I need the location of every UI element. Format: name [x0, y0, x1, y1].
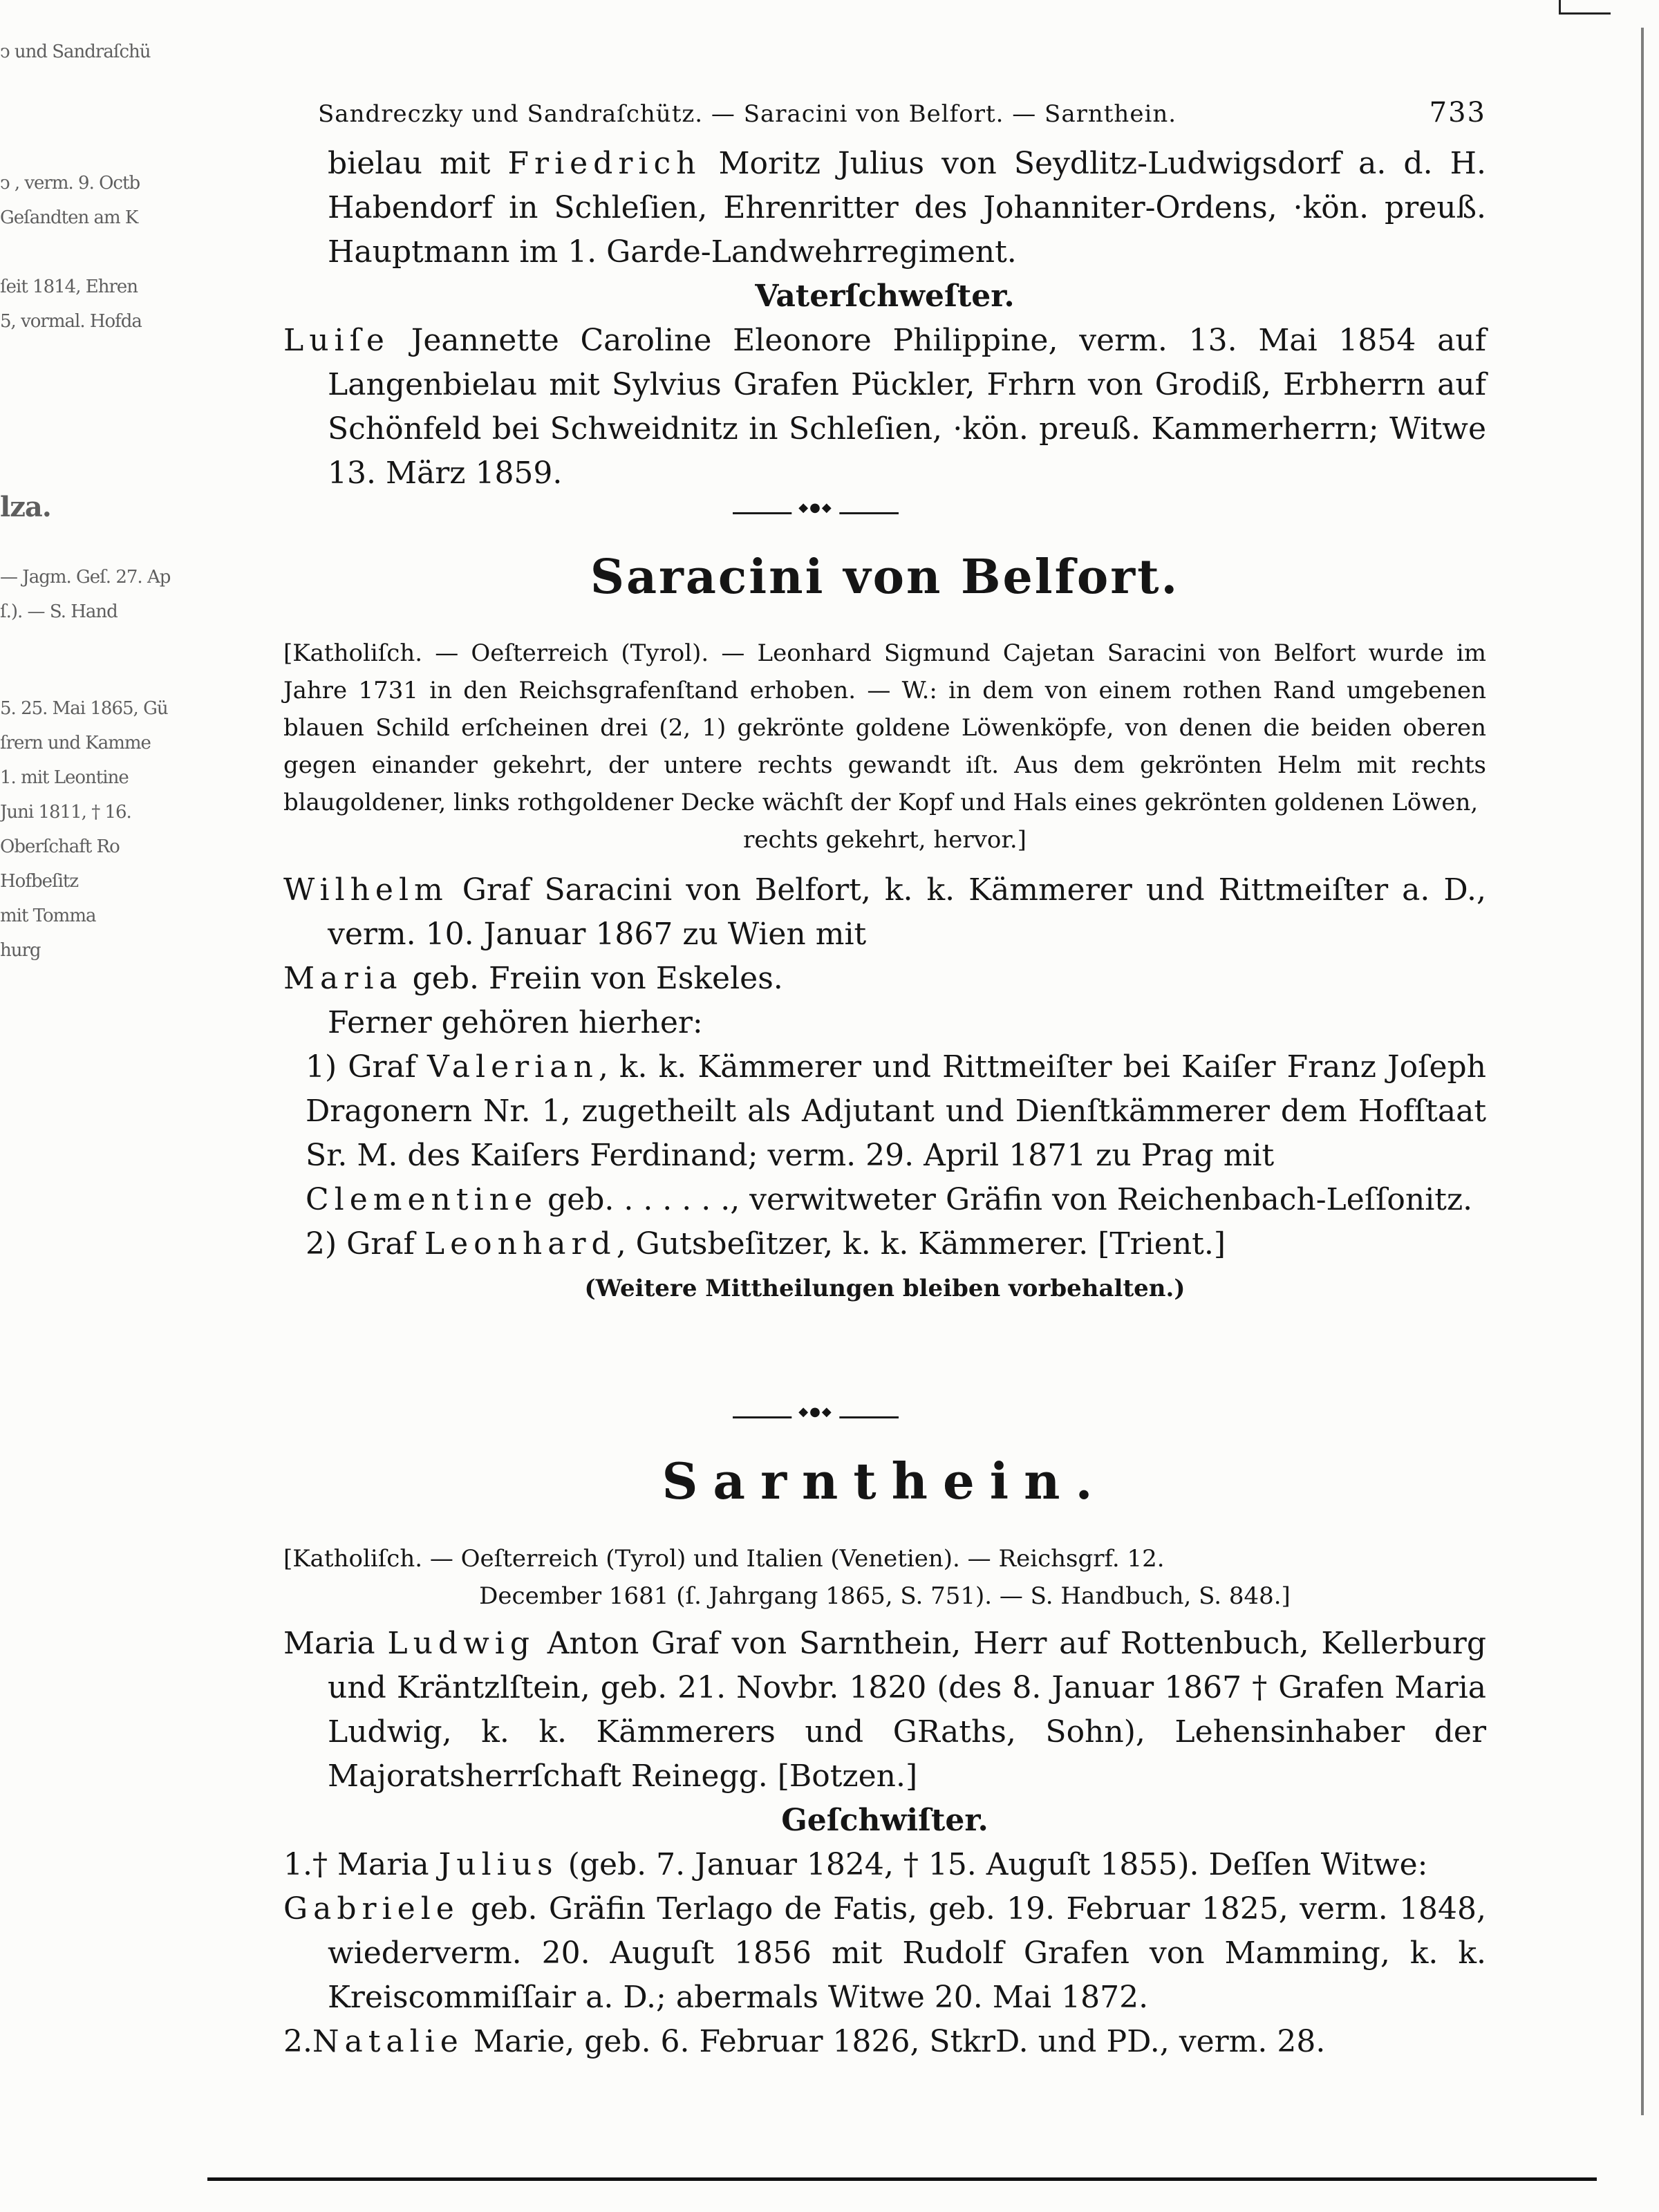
sibling-entry: 1.† Maria Julius (geb. 7. Januar 1824, † 15. Auguſt 1855). Deſſen Witwe:	[283, 1847, 1428, 1882]
gutter-line: Oberſchaft Ro	[0, 836, 120, 857]
gutter-line: hurg	[0, 940, 41, 961]
member-spouse-entry: Clementine geb. . . . . . ., verwitweter Gräfin von Reichenbach-Leſſonitz.	[306, 1182, 1473, 1217]
spouse-entry: Maria geb. Freiin von Eskeles.	[283, 961, 783, 996]
gutter-line: 5, vormal. Hofda	[0, 311, 142, 332]
continuation-paragraph: bielau mit Friedrich Moritz Julius von Seydlitz-Ludwigsdorf a. d. H. Habendorf in Schleſien, Ehrenritter des Johanniter-Ordens, ·kön. preuß. Hauptmann im 1. Garde-Landwehrregiment.	[328, 146, 1486, 270]
section-ornament	[733, 505, 899, 521]
person-name: Wilhelm	[283, 872, 449, 908]
gutter-line: Juni 1811, † 16.	[0, 802, 131, 823]
gutter-line: ↄ , verm. 9. Octb	[0, 173, 140, 194]
gutter-line: ſ.). — S. Hand	[0, 601, 118, 622]
facing-page-gutter	[0, 0, 207, 2212]
person-name: Natalie	[312, 2024, 464, 2059]
running-title: Sandreczky und Sandraſchütz. — Saracini von Belfort. — Sarnthein.	[318, 100, 1177, 128]
gutter-line: Hofbeſitz	[0, 871, 79, 892]
gutter-line: ſrern und Kamme	[0, 733, 151, 753]
sarnthein-section	[283, 1540, 1486, 2064]
person-name: Ludwig	[387, 1626, 535, 1661]
section-subheading: Vaterſchweſter.	[755, 279, 1015, 314]
running-header	[318, 97, 1486, 129]
family-head-entry: Wilhelm Graf Saracini von Belfort, k. k. Kämmerer und Rittmeiſter a. D., verm. 10. Januar 1867 zu Wien mit	[283, 872, 1486, 952]
gutter-line: mit Tomma	[0, 906, 96, 926]
gutter-line: ↄ und Sandraſchü	[0, 41, 151, 62]
person-name: Clementine	[306, 1182, 538, 1217]
previous-entry-continuation	[283, 142, 1486, 496]
page-number: 733	[1429, 97, 1486, 129]
sibling-entry: 2.Natalie Marie, geb. 6. Februar 1826, StkrD. und PD., verm. 28.	[283, 2024, 1326, 2059]
family-head-entry: Maria Ludwig Anton Graf von Sarnthein, Herr auf Rottenbuch, Kellerburg und Kräntzlſtein, geb. 21. Novbr. 1820 (des 8. Januar 1867 † Grafen Maria Ludwig, k. k. Kämmerers und GRaths, Sohn), Lehensinhaber der Majoratsherrſchaft Reinegg. [Botzen.]	[283, 1626, 1486, 1794]
page-corner-mark	[1559, 12, 1611, 15]
gutter-line: 5. 25. Mai 1865, Gü	[0, 698, 168, 719]
member-entry: 1) Graf Valerian, k. k. Kämmerer und Rittmeiſter bei Kaiſer Franz Joſeph Dragonern Nr. 1, zugetheilt als Adjutant und Dienſtkämmerer dem Hofſtaat Sr. M. des Kaiſers Ferdinand; verm. 29. April 1871 zu Prag mit	[306, 1049, 1486, 1173]
person-name: Julius	[438, 1847, 559, 1882]
family-description: [Katholiſch. — Oeſterreich (Tyrol). — Leonhard Sigmund Cajetan Saracini von Belfort wurde im Jahre 1731 in den Reichsgrafenſtand erhoben. — W.: in dem von einem rothen Rand umgebenen blauen Schild erſcheinen drei (2, 1) gekrönte goldene Löwenköpfe, von denen die beiden oberen gegen einander gekehrt, der untere rechts gewandt iſt. Aus dem gekrönten Helm mit rechts blaugoldener, links rothgoldener Decke wächſt der Kopf und Hals eines gekrönten goldenen Löwen, rechts gekehrt, hervor.]	[283, 639, 1486, 854]
person-name: Leonhard	[424, 1226, 617, 1262]
section-ornament	[733, 1409, 899, 1425]
gutter-line: Geſandten am K	[0, 207, 138, 228]
editorial-note: (Weitere Mittheilungen bleiben vorbehalten.)	[584, 1275, 1185, 1302]
person-name: Luiſe	[283, 323, 390, 358]
person-name: Maria	[283, 961, 403, 996]
family-title-sarnthein: Sarnthein.	[662, 1452, 1108, 1510]
person-name: Friedrich	[507, 146, 702, 181]
section-subheading: Geſchwiſter.	[781, 1803, 988, 1838]
members-intro: Ferner gehören hierher:	[328, 1005, 703, 1040]
gutter-line: lza.	[0, 491, 51, 523]
bottom-rule	[207, 2177, 1597, 2181]
gutter-line: — Jagm. Geſ. 27. Ap	[0, 567, 171, 588]
family-description: [Katholiſch. — Oeſterreich (Tyrol) und Italien (Venetien). — Reichsgrf. 12. December 1681 (ſ. Jahrgang 1865, S. 751). — S. Handbuch, S. 848.]	[283, 1545, 1291, 1610]
page-corner-mark	[1559, 0, 1561, 14]
person-name: Gabriele	[283, 1891, 460, 1927]
member-entry: 2) Graf Leonhard, Gutsbeſitzer, k. k. Kämmerer. [Trient.]	[306, 1226, 1226, 1262]
aunt-entry: Luiſe Jeannette Caroline Eleonore Philippine, verm. 13. Mai 1854 auf Langenbielau mit Sylvius Grafen Pückler, Frhrn von Grodiß, Erbherrn auf Schönfeld bei Schweidnitz in Schleſien, ·kön. preuß. Kammerherrn; Witwe 13. März 1859.	[283, 323, 1486, 491]
saracini-section	[283, 635, 1486, 1302]
gutter-line: ſeit 1814, Ehren	[0, 276, 138, 297]
family-title-saracini: Saracini von Belfort.	[590, 550, 1180, 605]
person-name: Valerian	[427, 1049, 599, 1085]
page-edge-line	[1641, 28, 1644, 2115]
sibling-spouse-entry: Gabriele geb. Gräfin Terlago de Fatis, geb. 19. Februar 1825, verm. 1848, wiederverm. 20. Auguſt 1856 mit Rudolf Grafen von Mamming, k. k. Kreiscommiſſair a. D.; abermals Witwe 20. Mai 1872.	[283, 1891, 1486, 2015]
gutter-line: 1. mit Leontine	[0, 767, 129, 788]
